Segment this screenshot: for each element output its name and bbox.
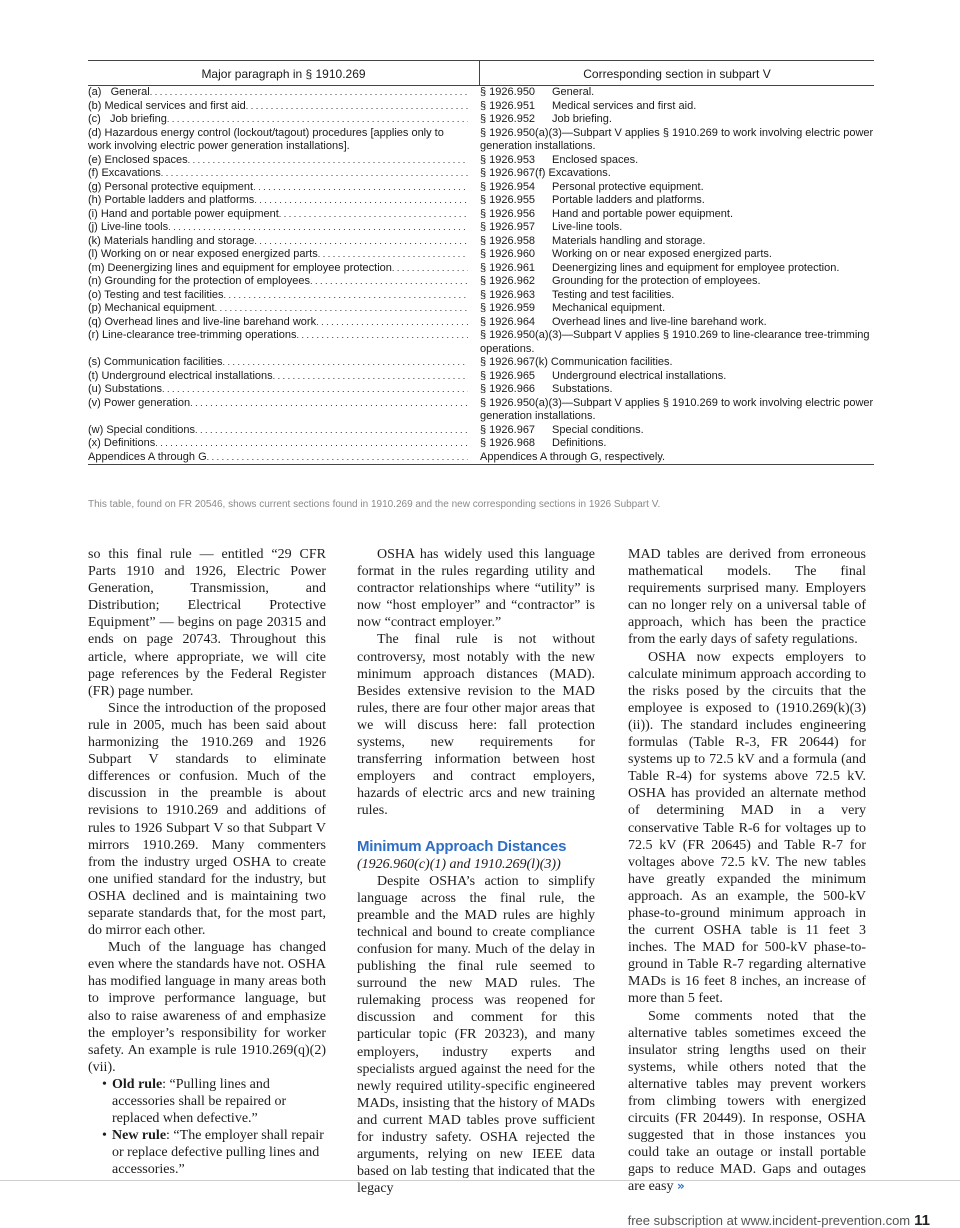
paragraph-cell	[88, 235, 474, 249]
section-number: § 1926.955	[480, 194, 536, 206]
paragraph-label: (d) Hazardous energy control (lockout/tagout) procedures [applies only to work involving electric power generation installations].	[88, 126, 444, 152]
paragraph-cell	[88, 208, 474, 222]
paragraph-cell	[88, 167, 474, 181]
section-number: § 1926.966	[480, 383, 536, 395]
list-item	[104, 1127, 326, 1178]
section-title: Overhead lines and live-line barehand work.	[552, 315, 767, 328]
paragraph: OSHA has widely used this language format in the rules regarding utility and contractor relationships where “utility” is now “host employer” and “contractor” is now “contract employer.”	[357, 547, 595, 631]
paragraph-cell	[88, 248, 474, 262]
table-body	[88, 86, 874, 465]
section-title: Enclosed spaces.	[552, 153, 639, 166]
paragraph-label: (l) Working on or near exposed energized parts	[88, 248, 318, 260]
paragraph-label: (i) Hand and portable power equipment	[88, 207, 279, 220]
table-row	[88, 289, 874, 303]
paragraph-label: (j) Live-line tools	[88, 221, 169, 233]
continued-arrow-icon: »	[676, 1179, 685, 1194]
section-number: § 1926.959	[480, 302, 536, 314]
section-cell	[474, 262, 874, 276]
section-cell	[474, 100, 874, 114]
section-cell	[474, 154, 874, 168]
paragraph-label: (g) Personal protective equipment	[88, 180, 254, 193]
section-number: § 1926.954	[480, 180, 536, 193]
paragraph-label: (p) Mechanical equipment	[88, 302, 215, 314]
section-cell	[474, 356, 874, 370]
section-number: § 1926.963	[480, 288, 536, 301]
section-title: Special conditions.	[552, 423, 644, 436]
paragraph-cell	[88, 181, 474, 195]
section-cell	[474, 86, 874, 100]
dot-leader	[279, 208, 468, 222]
paragraph-label: (v) Power generation	[88, 396, 191, 409]
paragraph-cell	[88, 113, 474, 127]
paragraph-cell	[88, 100, 474, 114]
table-row	[88, 100, 874, 114]
paragraph-label: (x) Definitions	[88, 437, 156, 449]
text-column-3	[628, 546, 866, 1196]
paragraph-cell	[88, 86, 474, 100]
table-row	[88, 262, 874, 276]
section-cell	[474, 208, 874, 222]
section-reference: § 1926.950(a)(3)—Subpart V applies § 1910.269 to work involving electric power generation installations.	[480, 396, 874, 422]
paragraph-label: (m) Deenergizing lines and equipment for employee protection	[88, 261, 392, 274]
paragraph: Despite OSHA’s action to simplify language across the final rule, the preamble and the MAD rules are highly technical and bound to create compliance confusion for many. Much of the delay in publishing the final rule seemed to surround the new MAD rules. The rulemaking process was reopened for discussion and comment for this particular topic (FR 20323), and many employers, industry experts and specialists argued against the need for the newly required utility-specific engineered MADs, insisting that the history of MADs and current MAD tables prove sufficient for industry safety. OSHA rejected the arguments, relying on new IEEE data based on lab testing that indicated that the legacy	[357, 873, 595, 1197]
section-cell	[474, 289, 874, 303]
paragraph-label: (e) Enclosed spaces	[88, 153, 188, 166]
section-reference: Appendices A through G, respectively.	[480, 450, 666, 463]
section-subheading: (1926.960(c)(1) and 1910.269(l)(3))	[357, 856, 561, 872]
section-cell	[474, 127, 874, 154]
table-row	[88, 397, 874, 424]
section-cell	[474, 329, 874, 356]
text-column-1	[88, 546, 326, 1178]
paragraph-label: (q) Overhead lines and live-line barehand work	[88, 315, 317, 328]
table-row	[88, 383, 874, 397]
paragraph	[628, 1008, 866, 1196]
paragraph-label: (f) Excavations	[88, 167, 161, 179]
table-row	[88, 167, 874, 181]
section-number: § 1926.965	[480, 369, 536, 382]
table-row	[88, 329, 874, 356]
header-left: Major paragraph in § 1910.269	[88, 61, 480, 85]
rule-comparison-list	[88, 1076, 326, 1179]
paragraph-label: (u) Substations	[88, 383, 162, 395]
section-number: § 1926.968	[480, 437, 536, 449]
section-number: § 1926.953	[480, 153, 536, 166]
paragraph-text: Some comments noted that the alternative tables sometimes exceed the insulator string lengths used on their systems, while others noted that the alternative tables may prevent workers from climbing towers with energized circuits (FR 20449). In response, OSHA suggested that in those instances you could take an outage or install portable gaps to reduce MAD. Gaps and outages are easy	[628, 1008, 866, 1195]
paragraph-label: (b) Medical services and first aid	[88, 99, 246, 112]
section-cell	[474, 275, 874, 289]
dot-leader	[215, 302, 468, 316]
old-rule-label: Old rule	[112, 1076, 163, 1092]
section-title: Hand and portable power equipment.	[552, 207, 734, 220]
table-row	[88, 370, 874, 384]
section-title: Deenergizing lines and equipment for employee protection.	[552, 261, 840, 274]
paragraph-label: (n) Grounding for the protection of employees	[88, 275, 310, 287]
section-number: § 1926.962	[480, 275, 536, 287]
paragraph-cell	[88, 275, 474, 289]
table-row	[88, 424, 874, 438]
section-cell	[474, 383, 874, 397]
paragraph-label: (o) Testing and test facilities	[88, 288, 224, 301]
paragraph-cell	[88, 154, 474, 168]
paragraph-label: Appendices A through G	[88, 450, 207, 463]
dot-leader	[188, 154, 468, 168]
table-row	[88, 194, 874, 208]
section-cell	[474, 167, 874, 181]
section-cell	[474, 370, 874, 384]
dot-leader	[150, 86, 468, 100]
table-row	[88, 127, 874, 154]
paragraph-label: (t) Underground electrical installations	[88, 369, 273, 382]
section-number: § 1926.960	[480, 248, 536, 260]
section-cell	[474, 397, 874, 424]
paragraph: so this final rule — entitled “29 CFR Parts 1910 and 1926, Electric Power Generation, Transmission, and Distribution; Electrical Protective Equipment” — begins on page 20315 and ends on page 20743. Throughout this article, where appropriate, we will cite page references by the Federal Register (FR) page number.	[88, 547, 326, 699]
dot-leader	[155, 437, 468, 451]
paragraph-label: (c) Job briefing	[88, 113, 167, 125]
page-footer	[628, 1212, 930, 1228]
comparison-table	[88, 60, 874, 465]
section-reference: § 1926.950(a)(3)—Subpart V applies § 1910.269 to work involving electric power generation installations.	[480, 126, 874, 152]
section-reference: § 1926.950(a)(3)—Subpart V applies § 1910.269 to line-clearance tree-trimming operations.	[480, 329, 870, 355]
paragraph-cell	[88, 289, 474, 303]
section-number: § 1926.956	[480, 207, 536, 220]
dot-leader	[296, 329, 468, 343]
table-row	[88, 437, 874, 451]
section-number: § 1926.967	[480, 423, 536, 436]
section-title: Working on or near exposed energized parts.	[552, 248, 772, 260]
paragraph-label: (r) Line-clearance tree-trimming operations	[88, 329, 297, 341]
table-row	[88, 113, 874, 127]
section-title: Testing and test facilities.	[552, 288, 675, 301]
header-right: Corresponding section in subpart V	[583, 67, 771, 81]
section-number: § 1926.957	[480, 221, 536, 233]
dot-leader	[161, 167, 468, 181]
paragraph-cell	[88, 397, 474, 424]
footer-divider	[0, 1180, 960, 1181]
section-cell	[474, 248, 874, 262]
section-heading: Minimum Approach Distances	[357, 837, 567, 855]
table-row	[88, 275, 874, 289]
section-number: § 1926.964	[480, 315, 536, 328]
section-title: Portable ladders and platforms.	[552, 194, 705, 206]
section-cell	[474, 424, 874, 438]
paragraph-cell	[88, 262, 474, 276]
section-title: Mechanical equipment.	[552, 302, 666, 314]
section-number: § 1926.961	[480, 261, 536, 274]
dot-leader	[167, 113, 468, 127]
table-row	[88, 154, 874, 168]
paragraph-cell	[88, 383, 474, 397]
paragraph-cell	[88, 437, 474, 451]
paragraph-cell	[88, 221, 474, 235]
paragraph-cell	[88, 316, 474, 330]
dot-leader	[224, 289, 468, 303]
dot-leader	[318, 248, 468, 262]
new-rule-text: : “The employer shall repair or replace defective pulling lines and accessories.”	[112, 1128, 324, 1178]
dot-leader	[222, 356, 468, 370]
paragraph-cell	[88, 302, 474, 316]
old-rule-text: : “Pulling lines and accessories shall be repaired or replaced when defective.”	[112, 1076, 287, 1127]
paragraph-label: (k) Materials handling and storage	[88, 234, 255, 247]
table-header	[88, 60, 874, 86]
section-title: Job briefing.	[552, 113, 612, 125]
section-cell	[474, 194, 874, 208]
dot-leader	[254, 194, 468, 208]
table-row	[88, 356, 874, 370]
page-number: 11	[914, 1212, 930, 1228]
section-cell	[474, 235, 874, 249]
dot-leader	[254, 235, 468, 249]
paragraph: Since the introduction of the proposed rule in 2005, much has been said about harmonizing the 1910.269 and 1926 Subpart V standards to eliminate differences or confusion. Much of the discussion in the preamble is about revisions to 1910.269 and additions of rules to 1926 Subpart V so that Subpart V mirrors 1910.269. Many commenters from the industry urged OSHA to create one unified standard for the industry, but OSHA declined and is maintaining two separate standards that, for the most part, do mirror each other.	[88, 700, 326, 939]
table-row	[88, 221, 874, 235]
table-row	[88, 248, 874, 262]
dot-leader	[310, 275, 468, 289]
section-cell	[474, 113, 874, 127]
dot-leader	[392, 262, 468, 276]
dot-leader	[316, 316, 468, 330]
table-row	[88, 316, 874, 330]
table-row	[88, 451, 874, 465]
paragraph-cell	[88, 356, 474, 370]
section-cell	[474, 451, 874, 465]
section-title: Materials handling and storage.	[552, 234, 706, 247]
table-row	[88, 86, 874, 100]
paragraph: OSHA now expects employers to calculate minimum approach according to the risks posed by the circuits that the employee is exposed to (1910.269(k)(3)(ii)). The standard includes engineering formulas (Table R-3, FR 20644) for systems up to 72.5 kV and a formula (and Table R-4) for systems above 72.5 kV. OSHA has provided an alternate method of determining MAD in a very conservative Table R-6 for voltages up to 72.5 kV (FR 20645) and Table R-7 for voltages above 72.5 kV. The new tables have greatly expanded the minimum approach. As an example, the 500-kV phase-to-ground minimum approach in the current OSHA table is 11 feet 3 inches. The MAD for 500-kV phase-to-ground in Table R-7 regarding alternative MADs is 16 feet 8 inches, an increase of more than 5 feet.	[628, 649, 866, 1007]
paragraph-label: (a) General	[88, 86, 150, 98]
dot-leader	[195, 424, 468, 438]
paragraph-cell	[88, 329, 474, 356]
paragraph-cell	[88, 194, 474, 208]
table-row	[88, 235, 874, 249]
section-cell	[474, 302, 874, 316]
section-title: General.	[552, 86, 595, 98]
paragraph-label: (w) Special conditions	[88, 423, 195, 436]
section-reference: § 1926.967(k) Communication facilities.	[480, 356, 673, 368]
dot-leader	[207, 451, 468, 465]
section-cell	[474, 221, 874, 235]
paragraph: The final rule is not without controversy, most notably with the new minimum approach distances (MAD). Besides extensive revision to the MAD rules, there are four other major areas that we will discuss here: fall protection systems, new requirements for transferring information between host employers and contract employers, hazards of electric arcs and new training rules.	[357, 632, 595, 819]
paragraph: MAD tables are derived from erroneous mathematical models. The final requirements surprised many. Employers can no longer rely on a universal table of approach, which has been the practice from the early days of safety regulations.	[628, 547, 866, 648]
section-title: Definitions.	[552, 437, 607, 449]
section-cell	[474, 181, 874, 195]
table-caption: This table, found on FR 20546, shows current sections found in 1910.269 and the new corresponding sections in 1926 Subpart V.	[88, 499, 661, 510]
list-item	[104, 1076, 326, 1127]
paragraph-cell	[88, 424, 474, 438]
table-row	[88, 181, 874, 195]
paragraph-cell	[88, 370, 474, 384]
section-title: Live-line tools.	[552, 221, 623, 233]
dot-leader	[190, 397, 468, 411]
dot-leader	[273, 370, 468, 384]
paragraph: Much of the language has changed even where the standards have not. OSHA has modified language in many areas both to improve performance language, but also to raise awareness of and emphasize the employer’s responsibility for worker safety. An example is rule 1910.269(q)(2)(vii).	[88, 940, 326, 1075]
section-title: Underground electrical installations.	[552, 369, 727, 382]
section-number: § 1926.958	[480, 234, 536, 247]
section-title: Grounding for the protection of employees.	[552, 275, 761, 287]
section-number: § 1926.950	[480, 86, 536, 98]
section-title: Medical services and first aid.	[552, 99, 697, 112]
paragraph-label: (s) Communication facilities	[88, 356, 223, 368]
footer-link[interactable]: free subscription at www.incident-prevention.com	[627, 1213, 911, 1228]
dot-leader	[246, 100, 468, 114]
paragraph-cell	[88, 127, 474, 154]
table-rows	[88, 86, 874, 464]
table-row	[88, 208, 874, 222]
text-column-2	[357, 546, 595, 1197]
new-rule-label: New rule	[112, 1128, 167, 1144]
section-cell	[474, 316, 874, 330]
dot-leader	[168, 221, 468, 235]
dot-leader	[162, 383, 468, 397]
paragraph-cell	[88, 451, 474, 465]
section-title: Substations.	[552, 383, 613, 395]
section-cell	[474, 437, 874, 451]
table-row	[88, 302, 874, 316]
section-reference: § 1926.967(f) Excavations.	[480, 167, 611, 179]
section-title: Personal protective equipment.	[552, 180, 704, 193]
section-number: § 1926.952	[480, 113, 536, 125]
section-number: § 1926.951	[480, 99, 536, 112]
paragraph-label: (h) Portable ladders and platforms	[88, 194, 255, 206]
dot-leader	[253, 181, 468, 195]
